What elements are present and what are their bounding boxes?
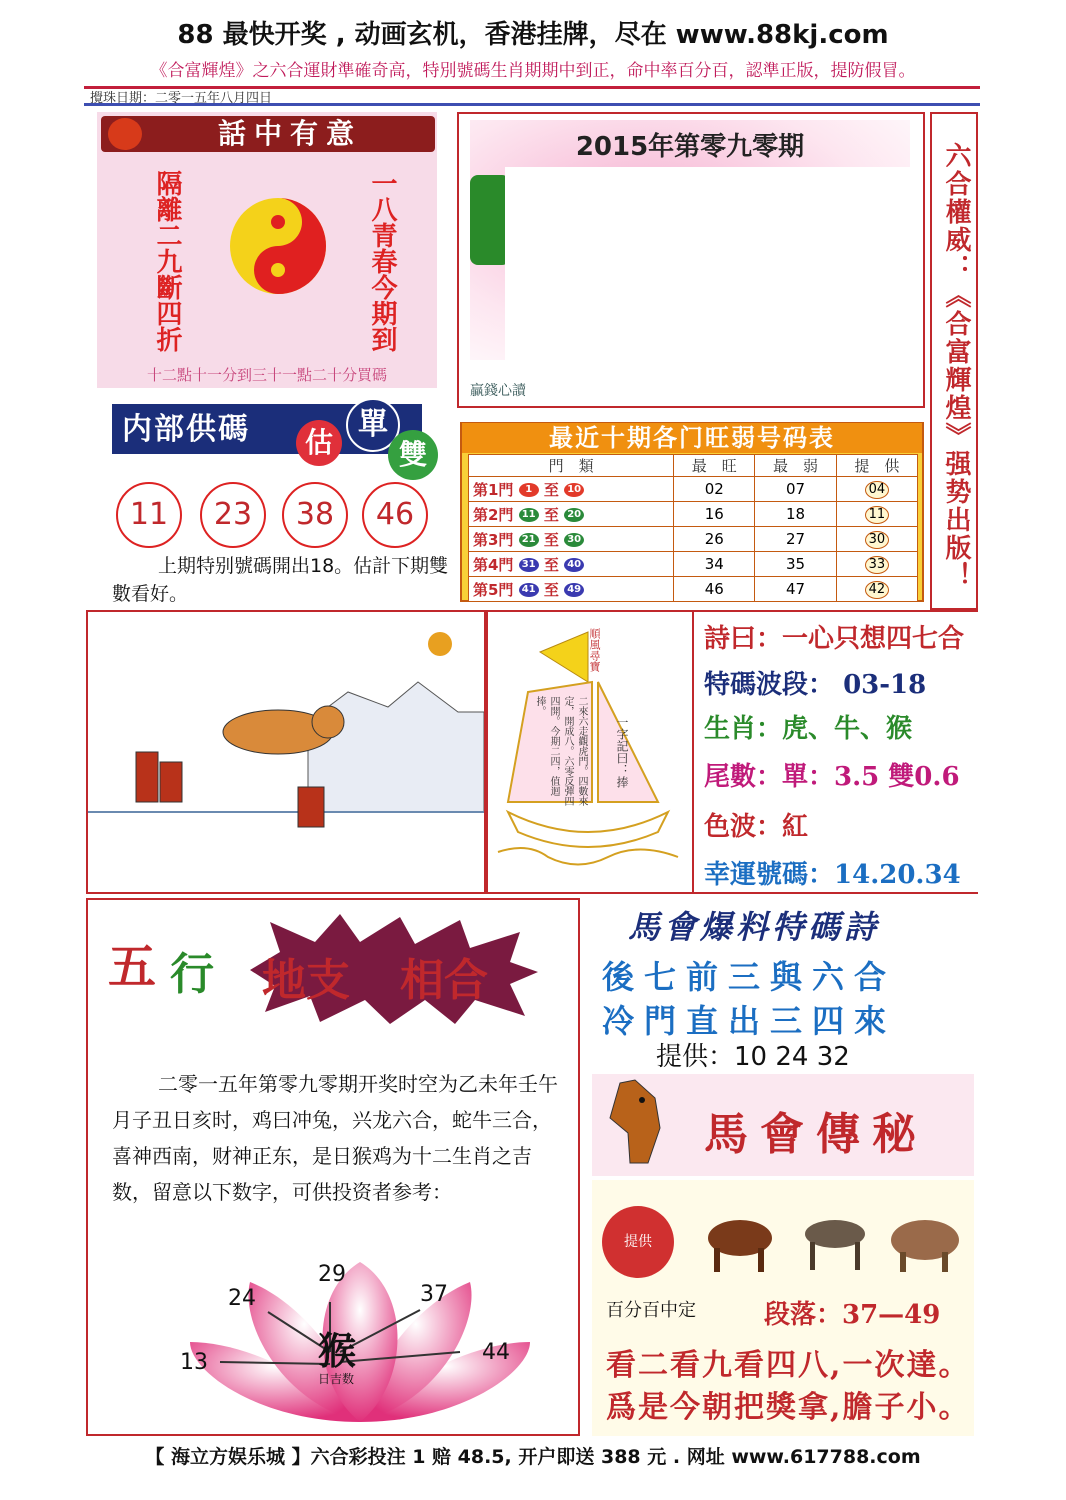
- supply-number: 23: [200, 482, 266, 548]
- page-title: 88 最快开奖 , 动画玄机，香港挂牌，尽在 www.88kj.com: [177, 20, 889, 50]
- dog-icon: [805, 1220, 865, 1270]
- stamp-icon: [428, 632, 452, 656]
- table-row: [469, 477, 918, 502]
- horse-head-icon: [600, 1078, 672, 1168]
- tip-number: 30: [865, 531, 889, 549]
- draw-date: 攪珠日期：二零一五年八月四日: [84, 86, 980, 106]
- wuxing-title-xing: 行: [170, 949, 214, 1000]
- connector: 至: [543, 480, 559, 499]
- ball-from: 1: [519, 483, 539, 497]
- lotus-number: 37: [420, 1282, 448, 1307]
- ball-to: 10: [564, 483, 584, 497]
- wave-line: 特碼波段： 03-18: [704, 670, 927, 700]
- hua-zhong-title: 話中有意: [217, 117, 362, 150]
- cell-hot: 34: [674, 552, 755, 577]
- connector: 至: [543, 530, 559, 549]
- promo-issue: 2015年第零九零期: [575, 132, 805, 162]
- tail-line: 尾數：單：3.5 雙0.6: [704, 762, 960, 792]
- cell-tip: [836, 527, 917, 552]
- footer-ad: 【 海立方娱乐城 】六合彩投注 1 赔 48.5, 开户即送 388 元 . 网址 www.617788.com: [145, 1446, 921, 1468]
- door-cell: [469, 527, 674, 552]
- animals-illustration: [700, 1200, 970, 1280]
- wuxing-title-xianghe: 相合: [400, 955, 488, 1006]
- door-cell: [469, 577, 674, 602]
- cell-cold: 35: [755, 552, 836, 577]
- cell-tip: [836, 577, 917, 602]
- cell-hot: 16: [674, 502, 755, 527]
- connector: 至: [543, 580, 559, 599]
- zodiac-line: 生肖：虎、牛、猴: [704, 714, 913, 744]
- lotus-number: 24: [228, 1286, 256, 1311]
- cell-hot: 46: [674, 577, 755, 602]
- door-label: 第5門: [473, 580, 514, 599]
- door-cell: [469, 552, 674, 577]
- horse-poem-title: 馬會爆料特碼詩: [628, 908, 881, 946]
- wuxing-text: 二零一五年第零九零期开奖时空为乙未年壬午月子丑日亥时，鸡曰冲兔，兴龙六合，蛇牛三合，喜神西南，财神正东，是日猴鸡为十二生肖之吉数，留意以下数字，可供投资者参考：: [112, 1072, 558, 1204]
- pig-icon: [891, 1220, 959, 1272]
- tip-number: 33: [865, 556, 889, 574]
- cell-tip: [836, 552, 917, 577]
- yin-yang-icon: [228, 196, 328, 296]
- cell-hot: 26: [674, 527, 755, 552]
- ball-to: 49: [564, 583, 584, 597]
- lotus-number: 13: [180, 1350, 208, 1375]
- color-line: 色波：紅: [704, 812, 809, 842]
- supply-number: 46: [362, 482, 428, 548]
- supply-number: 11: [116, 482, 182, 548]
- promo-footer: 贏錢心讀: [470, 383, 526, 399]
- connector: 至: [543, 505, 559, 524]
- tip-number: 04: [865, 481, 889, 499]
- ball-from: 11: [519, 508, 539, 522]
- ball-to: 20: [564, 508, 584, 522]
- table-header: 門 類: [469, 455, 674, 477]
- door-cell: [469, 502, 674, 527]
- sail-right-text: 一字記曰：捧: [615, 716, 629, 788]
- cougar-panel: [86, 610, 486, 894]
- horse-poem-line1: 後七前三與六合: [602, 958, 897, 996]
- segment-range: 段落：37—49: [764, 1300, 941, 1330]
- supply-note: 上期特别號碼開出18。估計下期雙數看好。: [112, 555, 449, 605]
- hundred-percent: 百分百中定: [606, 1300, 696, 1321]
- cell-hot: 02: [674, 477, 755, 502]
- connector: 至: [543, 555, 559, 574]
- rank-table-title: 最近十期各门旺弱号码表: [462, 423, 922, 453]
- door-label: 第4門: [473, 555, 514, 574]
- cell-tip: [836, 502, 917, 527]
- horse-poem-line2: 冷門直出三四來: [602, 1002, 897, 1040]
- door-cell: [469, 477, 674, 502]
- tip-number: 11: [865, 506, 889, 524]
- ball-from: 41: [519, 583, 539, 597]
- table-row: [469, 502, 918, 527]
- sail-left-text: 二來六走觀虎門。四數來定，開成八。六零反彈四四開。今期二四，值迴捧。: [534, 696, 587, 806]
- hua-zhong-left-verse: 隔離二九斷四折: [152, 170, 182, 352]
- door-label: 第2門: [473, 505, 514, 524]
- badge-shuang: 雙: [388, 430, 438, 480]
- cell-cold: 07: [755, 477, 836, 502]
- ball-from: 31: [519, 558, 539, 572]
- lucky-line: 幸運號碼：14.20.34: [704, 860, 961, 890]
- lotus-number: 44: [482, 1340, 510, 1365]
- promo-blank-area: [505, 167, 920, 399]
- lotus-number: 29: [318, 1262, 346, 1287]
- horse-secret-title: 馬會傳秘: [704, 1109, 928, 1160]
- cell-cold: 27: [755, 527, 836, 552]
- door-label: 第1門: [473, 480, 514, 499]
- logo-icon: [108, 118, 142, 150]
- cell-cold: 47: [755, 577, 836, 602]
- tip-number: 42: [865, 581, 889, 599]
- hua-zhong-footer: 十二點十一分到三十一點二十分買碼: [146, 366, 387, 384]
- provide-stamp: 提供: [602, 1206, 674, 1278]
- page-subtitle: 《合富輝煌》之六合運財準確奇高，特別號碼生肖期期中到正，命中率百分百，認準正版，提防假冒。: [150, 61, 916, 81]
- lotus-sub: 日吉数: [318, 1372, 355, 1386]
- rank-table: [468, 454, 918, 602]
- cougar-illustration: [88, 612, 484, 892]
- supply-number: 38: [282, 482, 348, 548]
- lotus-center: 猴: [318, 1328, 357, 1373]
- wuxing-title-wu: 五: [108, 939, 157, 995]
- table-row: [469, 552, 918, 577]
- inner-supply-title: 内部供碼: [122, 412, 250, 447]
- table-header: 提 供: [836, 455, 917, 477]
- hua-zhong-right-verse: 一八青春今期到: [367, 170, 397, 352]
- badge-gu: 估: [296, 420, 342, 466]
- promo-logo-fragment: [470, 175, 510, 265]
- table-row: [469, 577, 918, 602]
- side-banner-text: 六合權威：《合富輝煌》强势出版！: [941, 142, 971, 590]
- cell-tip: [836, 477, 917, 502]
- table-header: 最 旺: [674, 455, 755, 477]
- horse-poem-provide: 提供：10 24 32: [656, 1042, 850, 1072]
- ball-to: 40: [564, 558, 584, 572]
- ball-to: 30: [564, 533, 584, 547]
- table-row: [469, 527, 918, 552]
- cell-cold: 18: [755, 502, 836, 527]
- sail-flag: 順風尋寶: [588, 628, 601, 672]
- ox-icon: [708, 1220, 772, 1272]
- poem-line: 詩曰：一心只想四七合: [704, 624, 965, 654]
- ball-from: 21: [519, 533, 539, 547]
- table-header: 最 弱: [755, 455, 836, 477]
- secret-poem-line1: 看二看九看四八,一次達。: [606, 1348, 971, 1383]
- wuxing-title-dizhi: 地支: [262, 955, 350, 1006]
- door-label: 第3門: [473, 530, 514, 549]
- badge-dan: 單: [346, 398, 400, 452]
- secret-poem-line2: 爲是今朝把獎拿,膽子小。: [606, 1390, 971, 1425]
